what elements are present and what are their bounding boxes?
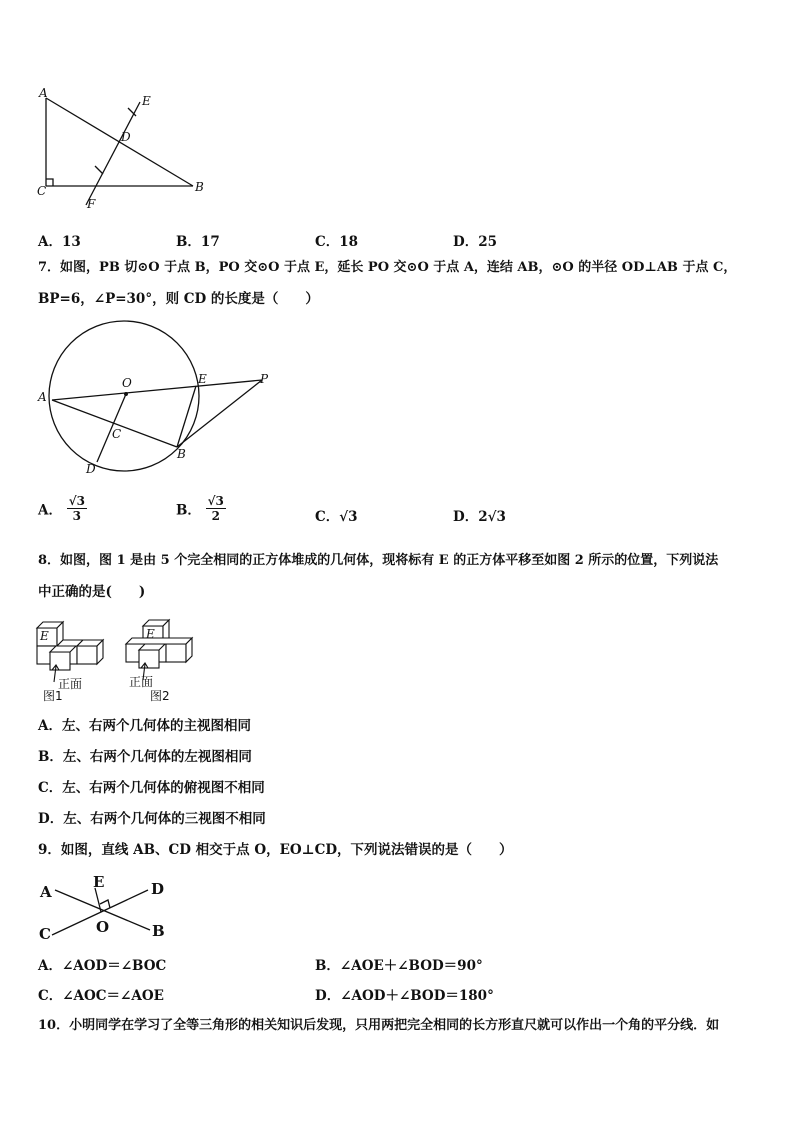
q6-option-c: C．18 — [315, 234, 359, 250]
q7-label-e: E — [198, 372, 207, 386]
q9-label-a: A — [40, 883, 52, 901]
q7-stem-line1: 7．如图，PB 切⊙O 于点 B，PO 交⊙O 于点 E，延长 PO 交⊙O 于点 A，连结 AB，⊙O 的半径 OD⊥AB 于点 C， — [38, 260, 737, 275]
q6-label-d: D — [121, 130, 131, 144]
q10-stem-line1: 10．小明同学在学习了全等三角形的相关知识后发现，只用两把完全相同的长方形直尺就可以作出一个角的平分线．如 — [38, 1018, 720, 1033]
q7-option-a: A． $\frac{√3}{3}$ — [38, 494, 85, 523]
q7-option-a-fraction: $\frac{√3}{3}$ — [68, 494, 85, 523]
q8-stem-line1: 8．如图，图 1 是由 5 个完全相同的正方体堆成的几何体，现将标有 E 的正方体平移至如图 2 所示的位置，下列说法 — [38, 553, 719, 568]
q9-label-c: C — [39, 925, 51, 943]
q7-label-p: P — [260, 372, 269, 386]
q8-option-c: C．左、右两个几何体的俯视图不相同 — [38, 780, 265, 796]
q6-option-b: B．17 — [176, 234, 220, 250]
q7-option-b: B． $\frac{√3}{2}$ — [176, 494, 224, 523]
q8-stem-line2: 中正确的是( ) — [38, 584, 146, 600]
q8-option-a: A．左、右两个几何体的主视图相同 — [38, 718, 251, 734]
q6-label-e: E — [142, 94, 151, 108]
q6-label-c: C — [37, 184, 47, 198]
q8-fig2-front-label: 正面 — [129, 675, 154, 689]
q7-stem-line2: BP=6，∠P=30°，则 CD 的长度是（ ） — [38, 291, 319, 307]
q7-label-b: B — [177, 447, 186, 461]
q7-label-o: O — [122, 376, 132, 390]
q6-label-f: F — [87, 197, 96, 211]
q8-option-d: D．左、右两个几何体的三视图不相同 — [38, 811, 266, 827]
q9-label-d: D — [151, 880, 165, 898]
q9-label-o: O — [96, 918, 110, 936]
q8-fig2-e-label: E — [146, 627, 155, 641]
q9-option-d: D．∠AOD＋∠BOD＝180° — [315, 988, 494, 1004]
q7-option-c: C．√3 — [315, 509, 358, 525]
q9-stem: 9．如图，直线 AB、CD 相交于点 O，EO⊥CD，下列说法错误的是（ ） — [38, 842, 513, 858]
q6-option-a: A．13 — [38, 234, 81, 250]
q9-label-e: E — [93, 873, 105, 891]
q7-label-c: C — [112, 427, 122, 441]
q8-fig1-front-label: 正面 — [58, 677, 83, 691]
q6-label-a: A — [39, 86, 48, 100]
q9-option-b: B．∠AOE＋∠BOD＝90° — [315, 958, 483, 974]
q7-option-b-fraction: $\frac{√3}{2}$ — [207, 494, 224, 523]
q8-fig1-caption: 图1 — [43, 689, 63, 703]
q9-option-a: A．∠AOD＝∠BOC — [38, 958, 167, 974]
q6-label-b: B — [195, 180, 204, 194]
q8-option-b: B．左、右两个几何体的左视图相同 — [38, 749, 252, 765]
q9-label-b: B — [152, 922, 165, 940]
q7-option-d: D．2√3 — [453, 509, 506, 525]
q8-fig1-e-label: E — [40, 629, 49, 643]
q9-option-c: C．∠AOC＝∠AOE — [38, 988, 164, 1004]
q8-fig2-caption: 图2 — [150, 689, 170, 703]
q7-label-a: A — [38, 390, 47, 404]
q7-label-d: D — [86, 462, 96, 476]
q6-option-d: D．25 — [453, 234, 498, 250]
